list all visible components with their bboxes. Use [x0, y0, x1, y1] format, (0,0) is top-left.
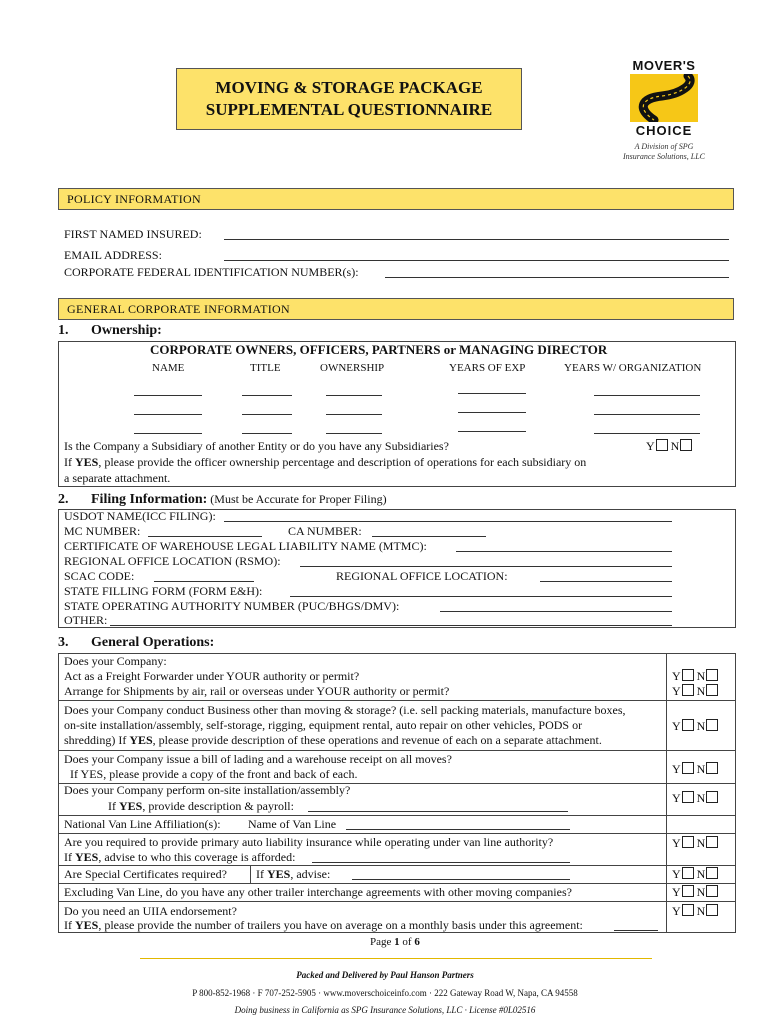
owner-name-field-2[interactable]: [134, 414, 202, 415]
special-cert-divider: [250, 865, 251, 883]
filing-heading-wrap: [91, 492, 387, 508]
q2-yes-no: Y N: [672, 719, 718, 734]
col-years-org: YEARS W/ ORGANIZATION: [564, 362, 702, 374]
mc-field[interactable]: [148, 536, 262, 537]
q3-yes-checkbox[interactable]: [682, 762, 694, 774]
q3-line2: If YES, please provide a copy of the front and back of each.: [70, 767, 358, 781]
footer-packed-by: Packed and Delivered by Paul Hanson Partners: [296, 970, 474, 980]
ownership-heading: Ownership:: [91, 323, 162, 338]
owner-name-field-3[interactable]: [134, 433, 202, 434]
rsmo-field[interactable]: [300, 566, 672, 567]
q8-yes-checkbox[interactable]: [682, 885, 694, 897]
first-named-insured-label: FIRST NAMED INSURED:: [64, 227, 202, 241]
q6-line2: If YES, advise to who this coverage is afforded:: [64, 850, 296, 864]
ca-field[interactable]: [372, 536, 486, 537]
q1b-no-checkbox[interactable]: [706, 684, 718, 696]
q8-no-checkbox[interactable]: [706, 885, 718, 897]
warehouse-label: CERTIFICATE OF WAREHOUSE LEGAL LIABILITY NAME (MTMC):: [64, 539, 427, 553]
title-line-2: SUPPLEMENTAL QUESTIONNAIRE: [205, 100, 493, 119]
subsidiary-yes-checkbox[interactable]: [656, 439, 668, 451]
footer-divider: [140, 958, 652, 959]
q1b-yes-checkbox[interactable]: [682, 684, 694, 696]
ownership-number: 1.: [58, 323, 69, 338]
q6-coverage-field[interactable]: [312, 862, 570, 863]
q7-label: Are Special Certificates required?: [64, 867, 227, 881]
q3-no-checkbox[interactable]: [706, 762, 718, 774]
logo-text-bottom: CHOICE: [635, 123, 693, 138]
scac-field[interactable]: [154, 581, 254, 582]
filing-heading-note: (Must be Accurate for Proper Filing): [210, 492, 387, 506]
col-years-exp: YEARS OF EXP: [449, 362, 526, 374]
row-divider-1: [58, 700, 736, 701]
filing-number: 2.: [58, 492, 69, 507]
logo-subtitle-1: A Division of SPG: [634, 142, 694, 151]
state-filing-field[interactable]: [290, 596, 672, 597]
document-title: [176, 68, 522, 130]
road-icon: [630, 74, 698, 122]
q1-intro: Does your Company:: [64, 654, 167, 668]
warehouse-field[interactable]: [456, 551, 672, 552]
q8-yes-no: Y N: [672, 885, 718, 900]
first-named-insured-field[interactable]: [224, 239, 729, 240]
q2-line2: on-site installation/assembly, self-storage, rigging, equipment rental, auto repair on other vehicles, PODS or: [64, 718, 583, 732]
owner-exp-field-1[interactable]: [458, 393, 526, 394]
page-number: Page 1 of 6: [370, 936, 420, 948]
q1a-yes-no: Y N: [672, 669, 718, 684]
owner-ownership-field-2[interactable]: [326, 414, 382, 415]
regional-field[interactable]: [540, 581, 672, 582]
row-divider-2: [58, 750, 736, 751]
col-ownership: OWNERSHIP: [320, 362, 385, 374]
q4-no-checkbox[interactable]: [706, 791, 718, 803]
row-divider-5: [58, 833, 736, 834]
q3-yes-no: Y N: [672, 762, 718, 777]
owner-ownership-field-3[interactable]: [326, 433, 382, 434]
regional-label: REGIONAL OFFICE LOCATION:: [336, 569, 508, 583]
subsidiary-note: If YES, please provide the officer ownership percentage and description of operations for each subsidiary on: [64, 455, 587, 469]
filing-heading: Filing Information:: [91, 492, 208, 507]
no-label: N: [670, 439, 680, 453]
general-section-header: GENERAL CORPORATE INFORMATION: [58, 298, 734, 320]
owner-title-field-1[interactable]: [242, 395, 292, 396]
ownership-subheading: CORPORATE OWNERS, OFFICERS, PARTNERS or MANAGING DIRECTOR: [150, 342, 608, 357]
subsidiary-yes-no: [646, 439, 692, 454]
logo-subtitle-2: Insurance Solutions, LLC: [622, 152, 705, 161]
operations-heading: General Operations:: [91, 635, 215, 650]
owner-title-field-3[interactable]: [242, 433, 292, 434]
owner-org-field-3[interactable]: [594, 433, 700, 434]
owner-name-field-1[interactable]: [134, 395, 202, 396]
other-label: OTHER:: [64, 613, 108, 627]
q7-advise: If YES, advise:: [256, 867, 331, 881]
q4-yes-checkbox[interactable]: [682, 791, 694, 803]
owner-org-field-2[interactable]: [594, 414, 700, 415]
usdot-label: USDOT NAME(ICC FILING):: [64, 509, 216, 523]
title-line-1: MOVING & STORAGE PACKAGE: [215, 78, 483, 97]
q7-yes-no: Y N: [672, 867, 718, 882]
subsidiary-question: Is the Company a Subsidiary of another Entity or do you have any Subsidiaries?: [64, 439, 449, 453]
q9-trailers-field[interactable]: [614, 930, 658, 931]
footer-license: Doing business in California as SPG Insurance Solutions, LLC · License #0L02516: [234, 1005, 536, 1015]
q5-label: National Van Line Affiliation(s):: [64, 817, 221, 831]
q1a-no-checkbox[interactable]: [706, 669, 718, 681]
q7-advise-field[interactable]: [352, 879, 570, 880]
owner-org-field-1[interactable]: [594, 395, 700, 396]
q2-line3: shredding) If YES, please provide description of these operations and revenue of each on a separate attachment.: [64, 733, 602, 747]
q4-line2: If YES, provide description & payroll:: [108, 799, 294, 813]
q5-van-line-field[interactable]: [346, 829, 570, 830]
ca-label: CA NUMBER:: [288, 524, 362, 538]
subsidiary-no-checkbox[interactable]: [680, 439, 692, 451]
logo-text-top: MOVER'S: [632, 58, 696, 73]
q1b-yes-no: Y N: [672, 684, 718, 699]
state-auth-field[interactable]: [440, 611, 672, 612]
mc-label: MC NUMBER:: [64, 524, 141, 538]
policy-section-header: POLICY INFORMATION: [58, 188, 734, 210]
operations-divider: [666, 653, 667, 933]
owner-exp-field-2[interactable]: [458, 412, 526, 413]
fein-label: CORPORATE FEDERAL IDENTIFICATION NUMBER(s):: [64, 265, 359, 279]
scac-label: SCAC CODE:: [64, 569, 135, 583]
owner-title-field-2[interactable]: [242, 414, 292, 415]
q9-line1: Do you need an UIIA endorsement?: [64, 904, 237, 918]
q9-line2: If YES, please provide the number of trailers you have on average on a monthly basis under this agreement:: [64, 918, 583, 932]
movers-choice-logo: [614, 58, 714, 162]
owner-ownership-field-1[interactable]: [326, 395, 382, 396]
subsidiary-note-line2: a separate attachment.: [64, 471, 171, 485]
q2-line1: Does your Company conduct Business other than moving & storage? (i.e. sell packing materials, manufacture boxes,: [64, 703, 626, 717]
q5-name-label: Name of Van Line: [248, 817, 337, 831]
other-field[interactable]: [110, 625, 672, 626]
q6-line1: Are you required to provide primary auto liability insurance while operating under van line authority?: [64, 835, 554, 849]
state-filing-label: STATE FILLING FORM (FORM E&H):: [64, 584, 263, 598]
footer-contact: P 800-852-1968 · F 707-252-5905 · www.moverschoiceinfo.com · 222 Gateway Road W, Napa, CA 94558: [192, 988, 578, 998]
q6-no-checkbox[interactable]: [706, 836, 718, 848]
usdot-field[interactable]: [224, 521, 672, 522]
q4-yes-no: Y N: [672, 791, 718, 806]
row-divider-4: [58, 815, 736, 816]
rsmo-label: REGIONAL OFFICE LOCATION (RSMO):: [64, 554, 281, 568]
q3-line1: Does your Company issue a bill of lading and a warehouse receipt on all moves?: [64, 752, 452, 766]
email-label: EMAIL ADDRESS:: [64, 248, 162, 262]
q4-line1: Does your Company perform on-site installation/assembly?: [64, 783, 351, 797]
yes-label: Y: [646, 439, 655, 453]
row-divider-7: [58, 883, 736, 884]
row-divider-6: [58, 865, 736, 866]
q4-description-field[interactable]: [308, 811, 568, 812]
q2-yes-checkbox[interactable]: [682, 719, 694, 731]
operations-number: 3.: [58, 635, 69, 650]
q9-yes-checkbox[interactable]: [682, 904, 694, 916]
row-divider-8: [58, 901, 736, 902]
q7-no-checkbox[interactable]: [706, 867, 718, 879]
q1a-text: Act as a Freight Forwarder under YOUR authority or permit?: [64, 669, 360, 683]
q9-yes-no: Y N: [672, 904, 718, 919]
col-name: NAME: [152, 362, 185, 374]
fein-field[interactable]: [385, 277, 729, 278]
q1b-text: Arrange for Shipments by air, rail or overseas under YOUR authority or permit?: [64, 684, 450, 698]
q6-yes-no: Y N: [672, 836, 718, 851]
q2-no-checkbox[interactable]: [706, 719, 718, 731]
email-field[interactable]: [224, 260, 729, 261]
owner-exp-field-3[interactable]: [458, 431, 526, 432]
q6-yes-checkbox[interactable]: [682, 836, 694, 848]
col-title: TITLE: [250, 362, 281, 374]
q1a-yes-checkbox[interactable]: [682, 669, 694, 681]
state-auth-label: STATE OPERATING AUTHORITY NUMBER (PUC/BHGS/DMV):: [64, 599, 400, 613]
q8-text: Excluding Van Line, do you have any other trailer interchange agreements with other moving companies?: [64, 885, 572, 899]
q9-no-checkbox[interactable]: [706, 904, 718, 916]
q7-yes-checkbox[interactable]: [682, 867, 694, 879]
